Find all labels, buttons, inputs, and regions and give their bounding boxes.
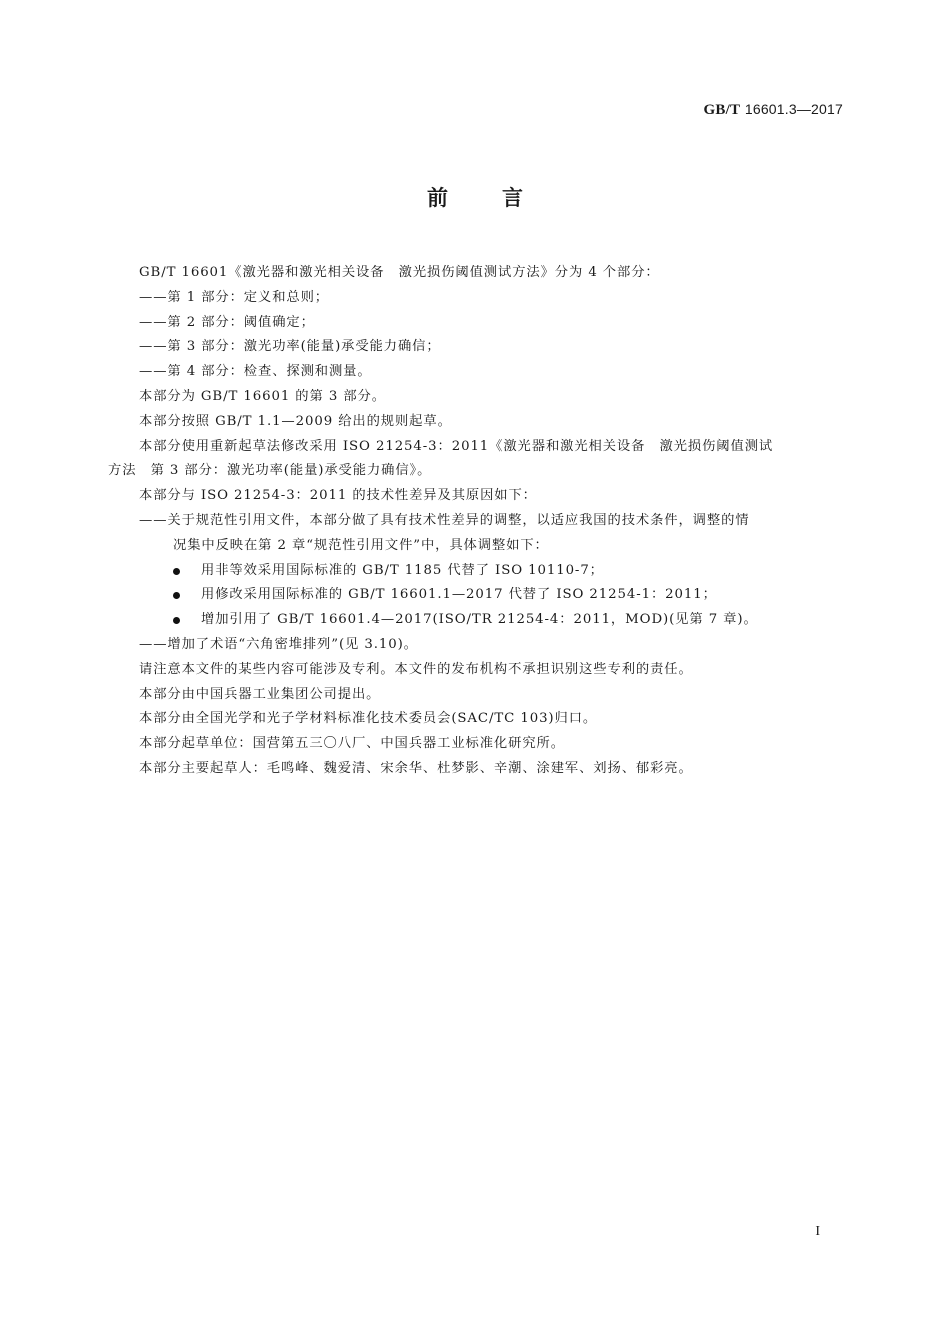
foreword-body [108, 261, 844, 782]
part-list-item: ——第 4 部分：检查、探测和测量。 [139, 364, 372, 380]
drafters: 本部分主要起草人：毛鸣峰、魏爱清、宋余华、杜梦影、辛潮、涂建军、刘扬、郁彩亮。 [139, 760, 693, 776]
proposed-by: 本部分由中国兵器工业集团公司提出。 [139, 686, 381, 702]
part-list-item: ——第 3 部分：激光功率(能量)承受能力确信； [139, 339, 441, 355]
this-part-paragraph: 本部分为 GB/T 16601 的第 3 部分。 [139, 388, 386, 404]
centralized-by: 本部分由全国光学和光子学材料标准化技术委员会(SAC/TC 103)归口。 [139, 711, 598, 727]
adoption-paragraph-line1: 本部分使用重新起草法修改采用 ISO 21254-3：2011《激光器和激光相关设备 激光损伤阈值测试 [139, 438, 774, 454]
adoption-paragraph-line2: 方法 第 3 部分：激光功率(能量)承受能力确信》。 [108, 463, 432, 479]
title-char-2: 言 [502, 186, 523, 210]
page-number: I [815, 1224, 820, 1239]
title-char-1: 前 [427, 186, 448, 210]
page-title [0, 182, 950, 212]
bullet-item: 增加引用了 GB/T 16601.4—2017(ISO/TR 21254-4：2011，MOD)(见第 7 章)。 [108, 608, 844, 633]
part-list-item: ——第 1 部分：定义和总则； [139, 289, 329, 305]
part-list-item: ——第 2 部分：阈值确定； [139, 314, 315, 330]
difference-item-line2: 况集中反映在第 2 章“规范性引用文件”中，具体调整如下： [173, 537, 549, 553]
difference-item-2: ——增加了术语“六角密堆排列”(见 3.10)。 [139, 636, 418, 652]
drafting-rules-paragraph: 本部分按照 GB/T 1.1—2009 给出的规则起草。 [139, 413, 452, 429]
difference-item-line1: ——关于规范性引用文件，本部分做了具有技术性差异的调整，以适应我国的技术条件，调整的情 [139, 512, 750, 528]
intro-paragraph: GB/T 16601《激光器和激光相关设备 激光损伤阈值测试方法》分为 4 个部分： [139, 265, 660, 280]
bullet-item: 用修改采用国际标准的 GB/T 16601.1—2017 代替了 ISO 21254-1：2011； [108, 583, 844, 608]
drafting-units: 本部分起草单位：国营第五三〇八厂、中国兵器工业标准化研究所。 [139, 736, 565, 752]
standard-number: 16601.3—2017 [744, 101, 843, 117]
patent-notice: 请注意本文件的某些内容可能涉及专利。本文件的发布机构不承担识别这些专利的责任。 [139, 661, 693, 677]
standard-code-header [704, 101, 843, 119]
standard-prefix: GB/T [703, 102, 741, 118]
bullet-item: 用非等效采用国际标准的 GB/T 1185 代替了 ISO 10110-7； [108, 559, 844, 584]
differences-intro: 本部分与 ISO 21254-3：2011 的技术性差异及其原因如下： [139, 488, 537, 504]
bullet-dot-icon [173, 568, 180, 575]
